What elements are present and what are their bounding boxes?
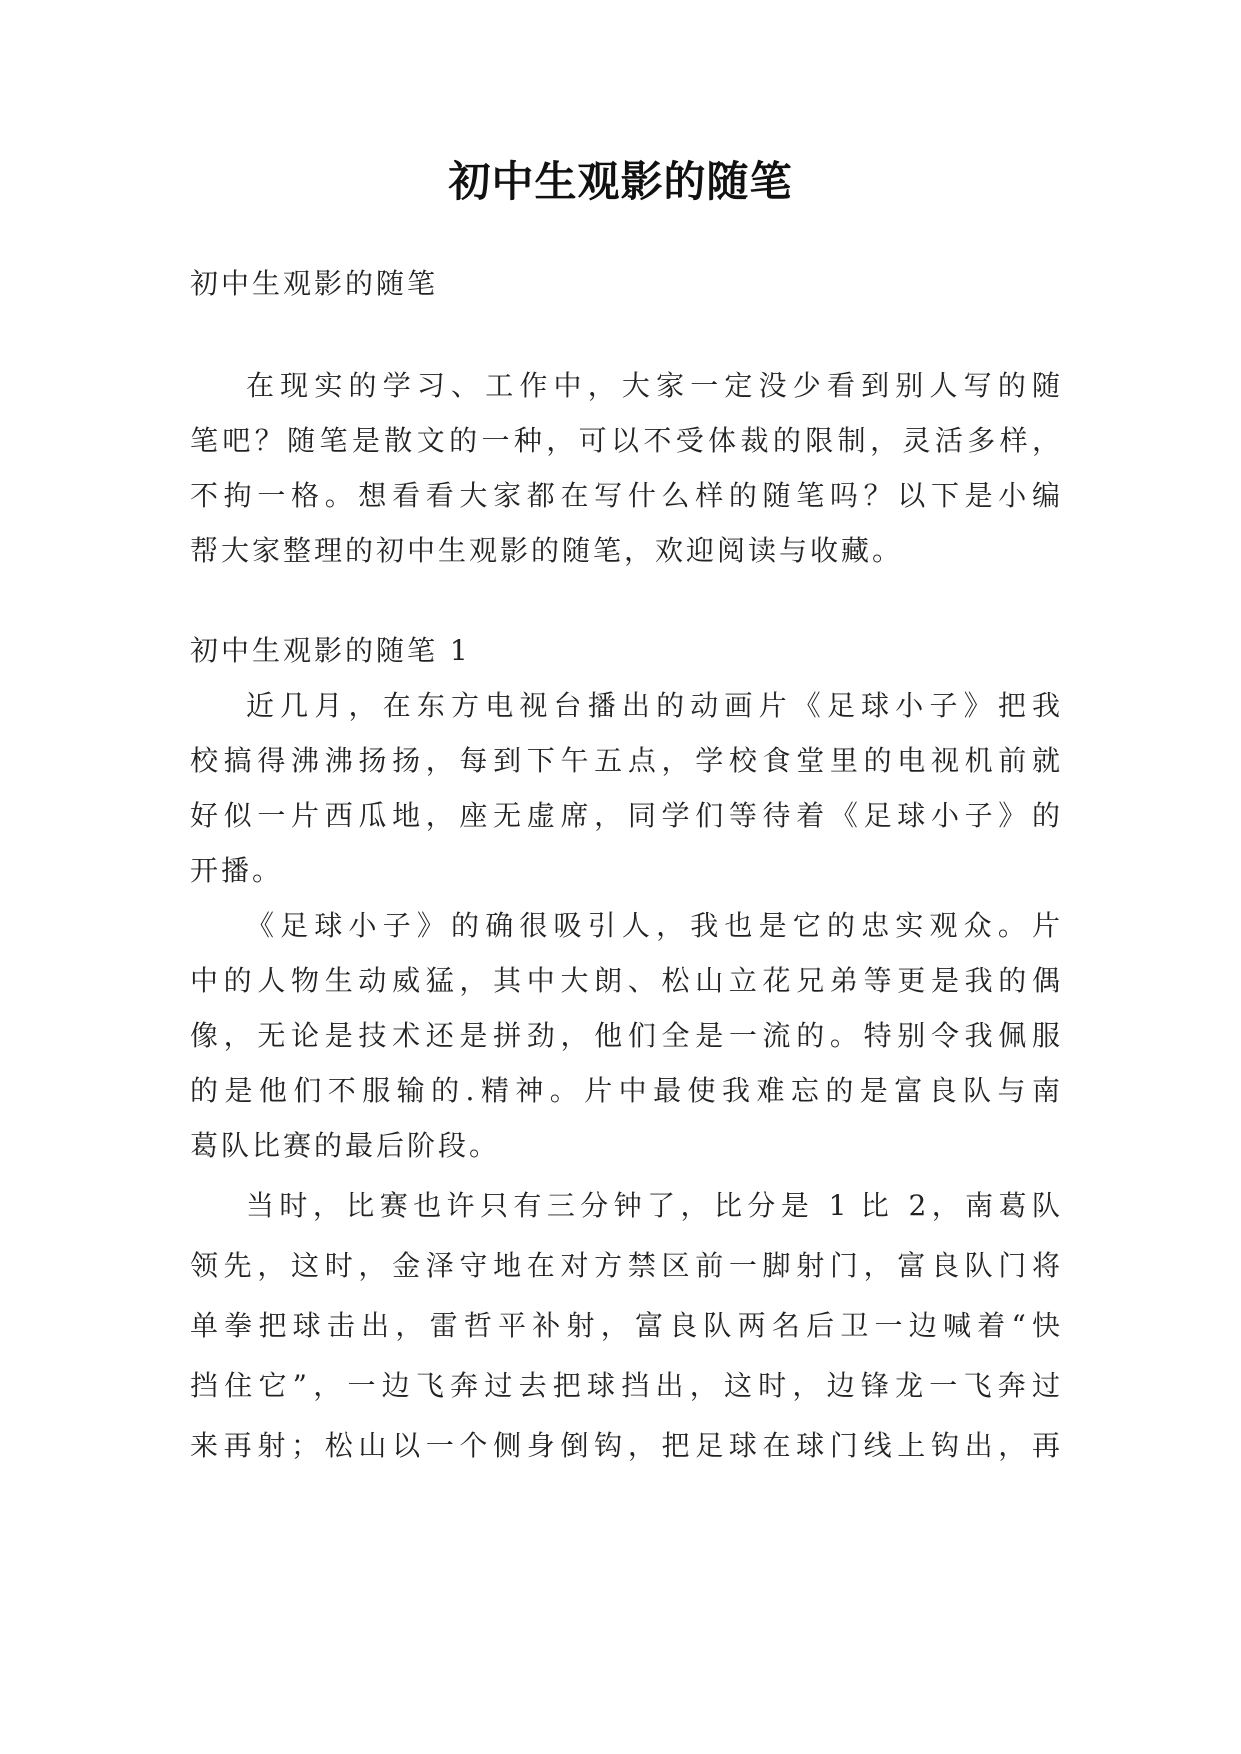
- paragraph-line: 好似一片西瓜地，座无虚席，同学们等待着《足球小子》的: [190, 799, 1060, 832]
- paragraph-line: 领先，这时，金泽守地在对方禁区前一脚射门，富良队门将: [190, 1249, 1060, 1282]
- paragraph-line: 像，无论是技术还是拼劲，他们全是一流的。特别令我佩服: [190, 1019, 1060, 1052]
- document-subtitle: 初中生观影的随笔: [190, 267, 439, 300]
- paragraph-line: 挡住它”，一边飞奔过去把球挡出，这时，边锋龙一飞奔过: [190, 1369, 1060, 1402]
- paragraph-line: 校搞得沸沸扬扬，每到下午五点，学校食堂里的电视机前就: [190, 744, 1060, 777]
- paragraph-line: 中的人物生动威猛，其中大朗、松山立花兄弟等更是我的偶: [190, 964, 1060, 997]
- paragraph-line: 来再射；松山以一个侧身倒钩，把足球在球门线上钩出，再: [190, 1429, 1060, 1462]
- paragraph-line: 开播。: [190, 854, 284, 887]
- document-title: 初中生观影的随笔: [448, 157, 793, 206]
- paragraph-line: 葛队比赛的最后阶段。: [190, 1129, 501, 1162]
- paragraph-line: 的是他们不服输的.精神。片中最使我难忘的是富良队与南: [190, 1074, 1060, 1107]
- paragraph-line: 近几月，在东方电视台播出的动画片《足球小子》把我: [246, 689, 1060, 722]
- intro-line: 不拘一格。想看看大家都在写什么样的随笔吗？以下是小编: [190, 479, 1060, 512]
- paragraph-line: 当时，比赛也许只有三分钟了，比分是 1 比 2，南葛队: [246, 1189, 1060, 1222]
- paragraph-line: 单拳把球击出，雷哲平补射，富良队两名后卫一边喊着“快: [190, 1309, 1060, 1342]
- section-heading: 初中生观影的随笔 1: [190, 634, 471, 667]
- intro-line: 帮大家整理的初中生观影的随笔，欢迎阅读与收藏。: [190, 534, 904, 567]
- intro-line: 笔吧？随笔是散文的一种，可以不受体裁的限制，灵活多样，: [190, 424, 1060, 457]
- paragraph-line: 《足球小子》的确很吸引人，我也是它的忠实观众。片: [246, 909, 1060, 942]
- intro-line: 在现实的学习、工作中，大家一定没少看到别人写的随: [246, 369, 1060, 402]
